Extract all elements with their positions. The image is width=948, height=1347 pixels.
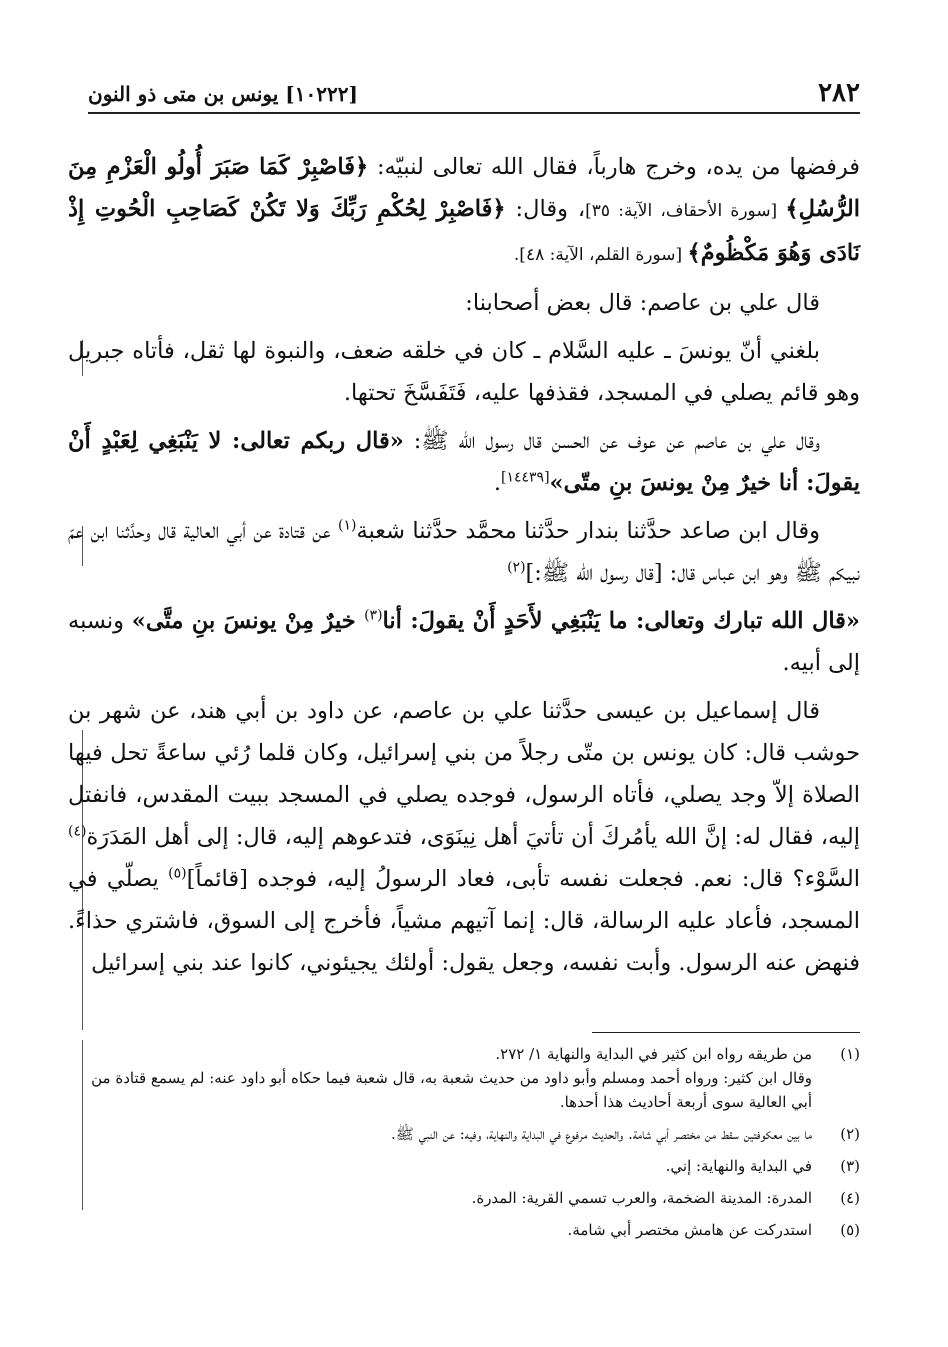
footnote-text: المدرة: المدينة الضخمة، والعرب تسمي القرية: المدرة. bbox=[471, 1189, 812, 1207]
footnote bbox=[88, 1042, 860, 1114]
footnote-text: من طريقه رواه ابن كثير في البداية والنهاية ١/ ٢٧٢. bbox=[495, 1045, 812, 1063]
footnote-marker[interactable]: (١) bbox=[337, 517, 357, 534]
paragraph: بلغني أنّ يونسَ ـ عليه السَّلام ـ كان في خلقه ضعف، والنبوة لها ثقل، فأتاه جبريل وهو قائم يصلي في المسجد، فقذفها عليه، فَتَفَسَّخَ تحتها. bbox=[68, 338, 860, 406]
footnote-number: (٢) bbox=[840, 1125, 860, 1143]
text-run: وقال علي بن عاصم عن عوف عن الحسن قال رسول الله ﷺ: bbox=[403, 428, 820, 454]
footnote bbox=[88, 1186, 860, 1210]
footnotes bbox=[88, 1042, 860, 1250]
footnote-number: (٥) bbox=[840, 1221, 860, 1239]
main-text bbox=[68, 146, 860, 990]
footnote bbox=[88, 1154, 860, 1178]
text-run: السَّوْء؟ قال: نعم. فجعلت نفسه تأبى، فعاد الرسولُ إليه، فوجده [قائماً] bbox=[186, 866, 860, 892]
quran-reference: [سورة الأحقاف، الآية: ٣٥] bbox=[585, 201, 786, 221]
footnote bbox=[88, 1218, 860, 1242]
text-run: ونسبه إلى أبيه. bbox=[68, 608, 860, 676]
footnote-marker[interactable]: (٥) bbox=[168, 865, 187, 882]
text-run: فرفضها من يده، وخرج هارباً، فقال الله تعالى لنبيّه: bbox=[368, 154, 860, 180]
text-run: وقال ابن صاعد حدَّثنا بندار حدَّثنا محمَّد حدَّثنا شعبة bbox=[356, 518, 820, 544]
hadith-number: [١٤٤٣٩] bbox=[500, 469, 550, 486]
margin-line bbox=[82, 1040, 83, 1210]
footnote-number: (٣) bbox=[840, 1157, 860, 1175]
footnote-number: (١) bbox=[840, 1045, 860, 1063]
footnote-separator bbox=[592, 1032, 860, 1033]
footnote-marker[interactable]: (٣) bbox=[364, 607, 383, 624]
footnote-marker[interactable]: (٢) bbox=[507, 559, 526, 576]
paragraph bbox=[68, 510, 860, 594]
text-run: ، وقال: bbox=[505, 196, 586, 222]
running-title: [١٠٢٢٢] يونس بن متى ذو النون bbox=[88, 82, 358, 106]
hadith-quote: خيرٌ مِنْ يونسَ بنِ متَّى» bbox=[131, 608, 365, 634]
paragraph bbox=[68, 420, 860, 504]
footnote bbox=[88, 1122, 860, 1146]
page-number: ٢٨٢ bbox=[818, 78, 860, 108]
quran-reference: [سورة القلم، الآية: ٤٨]. bbox=[513, 245, 688, 265]
paragraph: قال علي بن عاصم: قال بعض أصحابنا: bbox=[465, 290, 820, 316]
footnote-text: استدركت عن هامش مختصر أبي شامة. bbox=[567, 1221, 812, 1239]
text-run: عن قتادة عن أبي العالية قال وحدَّثنا ابن عمّ نبيكم ﷺ وهو ابن عباس قال: [قال رسول الله ﷺ:] bbox=[68, 518, 860, 586]
paragraph bbox=[68, 690, 860, 984]
footnote-marker[interactable]: (٤) bbox=[68, 823, 87, 840]
text-run: قال إسماعيل بن عيسى حدَّثنا علي بن عاصم، عن داود بن أبي هند، عن شهر بن حوشب قال: كان يونس بن متّى رجلاً من بني إسرائيل، وكان قلما رُئي ساعةً تحل فيها الصلاة إلاّ وجد يصلي، فأتاه الرسول، فوجده يصلي في المسجد ببيت المقدس، فانفتل إليه، فقال له: إنَّ الله يأمُركَ أن تأتيَ أهل نِينَوَى، فتدعوهم إليه، قال: إلى أهل المَدَرَة bbox=[68, 698, 860, 850]
paragraph bbox=[68, 146, 860, 276]
footnote-text: ما بين معكوفتين سقط من مختصر أبي شامة. والحديث مرفوع في البداية والنهاية، وفيه: عن النبي ﷺ. bbox=[390, 1125, 812, 1143]
hadith-quote: «قال ربكم تعالى: لا يَنْبَغِي لِعَبْدٍ أَنْ يقولَ: أنا خيرٌ مِنْ يونسَ بنِ متّى» bbox=[68, 428, 860, 496]
quran-quote: ﴿فَاصْبِرْ لِحُكْمِ رَبِّكَ وَلا تَكُنْ كَصَاحِبِ الْحُوتِ إِذْ نَادَى وَهُوَ مَكْظُومٌ﴾ bbox=[68, 196, 860, 266]
text-run: . bbox=[493, 470, 501, 496]
page-header bbox=[88, 76, 860, 114]
paragraph bbox=[68, 600, 860, 684]
footnote-text: وقال ابن كثير: ورواه أحمد ومسلم وأبو داود من حديث شعبة به، قال شعبة فيما حكاه أبو داود عنه: لم يسمع قتادة من أبي العالية سوى أربعة أحاديث هذا أحدها. bbox=[91, 1069, 812, 1111]
hadith-quote: «قال الله تبارك وتعالى: ما يَنْبَغِي لأَحَدٍ أَنْ يقولَ: أنا bbox=[382, 608, 860, 634]
footnote-text: في البداية والنهاية: إني. bbox=[665, 1157, 812, 1175]
footnote-number: (٤) bbox=[840, 1189, 860, 1207]
quran-quote: ﴿فَاصْبِرْ كَمَا صَبَرَ أُولُو الْعَزْمِ مِنَ الرُّسُلِ﴾ bbox=[68, 154, 860, 222]
text-run: يصلّي في المسجد، فأعاد عليه الرسالة، قال: إنما آتيهم مشياً، فأخرج إلى السوق، فاشتري حذاءً. فنهض عنه الرسول. وأبت نفسه، وجعل يقول: أولئك يجيئوني، كانوا عند بني إسرائيل bbox=[68, 866, 860, 976]
